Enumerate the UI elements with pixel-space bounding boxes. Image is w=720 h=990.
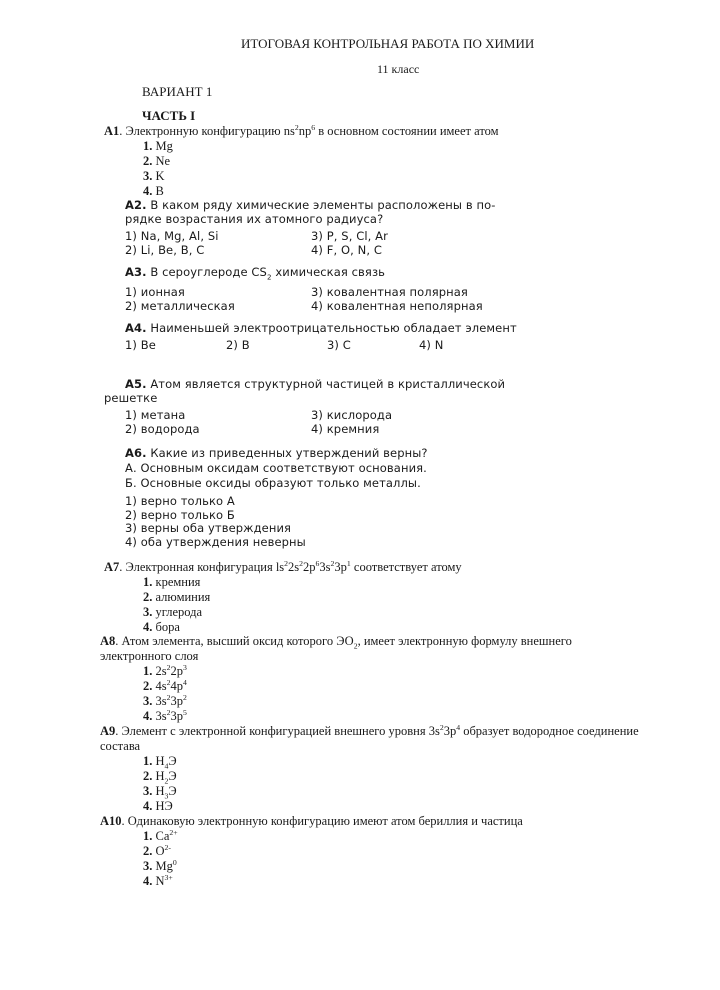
a8-option: 1. $2s^22p^3$ xyxy=(143,662,187,678)
a5-option: 1) метана xyxy=(125,408,186,422)
question-a3: А3. В сероуглероде $CS_2$ химическая связь xyxy=(125,265,386,282)
question-a2: А2. В каком ряду химические элементы расположены в по- xyxy=(125,198,496,212)
a6-option: 1) верно только А xyxy=(125,494,235,508)
a3-option: 3) ковалентная полярная xyxy=(311,285,468,299)
a6-statement-b: Б. Основные оксиды образуют только металлы. xyxy=(125,476,421,490)
question-a8-cont: электронного слоя xyxy=(100,649,199,663)
a3-option: 2) металлическая xyxy=(125,299,235,313)
a7-option: 1. кремния xyxy=(143,575,201,589)
question-a8: А8. Атом элемента, высший оксид которого $ЭО_2$, имеет электронную формулу внешнего xyxy=(100,634,572,651)
a2-option: 2) Li, Be, B, C xyxy=(125,243,205,257)
question-a7: А7. Электронная конфигурация $ls^22s^22p^63s^23p^1$ соответствует атому xyxy=(104,558,462,574)
a3-option: 1) ионная xyxy=(125,285,185,299)
a8-option: 3. $3s^23p^2$ xyxy=(143,692,187,708)
a9-option: 2. $H_2Э$ xyxy=(143,769,177,786)
a5-option: 2) водорода xyxy=(125,422,200,436)
a6-statement-a: А. Основным оксидам соответствуют основания. xyxy=(125,461,427,475)
a6-option: 3) верны оба утверждения xyxy=(125,521,292,535)
a3-option: 4) ковалентная неполярная xyxy=(311,299,483,313)
a1-option: 1. Mg xyxy=(143,139,173,153)
a5-option: 3) кислорода xyxy=(311,408,393,422)
question-a10: А10. Одинаковую электронную конфигурацию имеют атом бериллия и частица xyxy=(100,814,523,828)
a6-option: 4) оба утверждения неверны xyxy=(125,535,306,549)
a10-option: 1. $Ca^{2+}$ xyxy=(143,827,178,843)
a1-option: 2. Ne xyxy=(143,154,171,168)
a4-option: 4) N xyxy=(419,338,444,352)
a7-option: 4. бора xyxy=(143,620,180,634)
a5-option: 4) кремния xyxy=(311,422,380,436)
a2-option: 1) Na, Mg, Al, Si xyxy=(125,229,219,243)
a10-option: 2. $O^{2-}$ xyxy=(143,842,171,858)
a1-option: 3. K xyxy=(143,169,165,183)
question-a4: А4. Наименьшей электроотрицательностью обладает элемент xyxy=(125,321,517,335)
question-a2-cont: рядке возрастания их атомного радиуса? xyxy=(125,212,384,226)
a8-option: 4. $3s^23p^5$ xyxy=(143,707,187,723)
a4-option: 3) C xyxy=(327,338,351,352)
a7-option: 3. углерода xyxy=(143,605,203,619)
a9-option: 3. $H_3Э$ xyxy=(143,784,177,801)
question-a5-cont: решетке xyxy=(104,391,158,405)
question-a1: А1. Электронную конфигурацию $ns^2np^6$ в основном состоянии имеет атом xyxy=(104,122,499,138)
grade-label: 11 класс xyxy=(377,62,420,76)
a9-option: 1. $H_4Э$ xyxy=(143,754,177,771)
a1-option: 4. B xyxy=(143,184,164,198)
a2-option: 3) P, S, Cl, Ar xyxy=(311,229,388,243)
a2-option: 4) F, O, N, C xyxy=(311,243,382,257)
a8-option: 2. $4s^24p^4$ xyxy=(143,677,187,693)
page-title: ИТОГОВАЯ КОНТРОЛЬНАЯ РАБОТА ПО ХИМИИ xyxy=(241,36,535,51)
a6-option: 2) верно только Б xyxy=(125,508,235,522)
question-a9: А9. Элемент с электронной конфигурацией внешнего уровня $3s^23p^4$ образует водородное соединение xyxy=(100,722,639,738)
variant-label: ВАРИАНТ 1 xyxy=(142,84,213,99)
a4-option: 1) Be xyxy=(125,338,156,352)
a4-option: 2) B xyxy=(226,338,250,352)
question-a6: А6. Какие из приведенных утверждений верны? xyxy=(125,446,428,460)
a10-option: 4. $N^{3+}$ xyxy=(143,872,173,888)
a7-option: 2. алюминия xyxy=(143,590,211,604)
a9-option: 4. HЭ xyxy=(143,799,173,813)
question-a9-cont: состава xyxy=(100,739,141,753)
a10-option: 3. Mg$^0$ xyxy=(143,857,177,873)
part-label: ЧАСТЬ I xyxy=(142,108,196,123)
question-a5: А5. Атом является структурной частицей в кристаллической xyxy=(125,377,506,391)
